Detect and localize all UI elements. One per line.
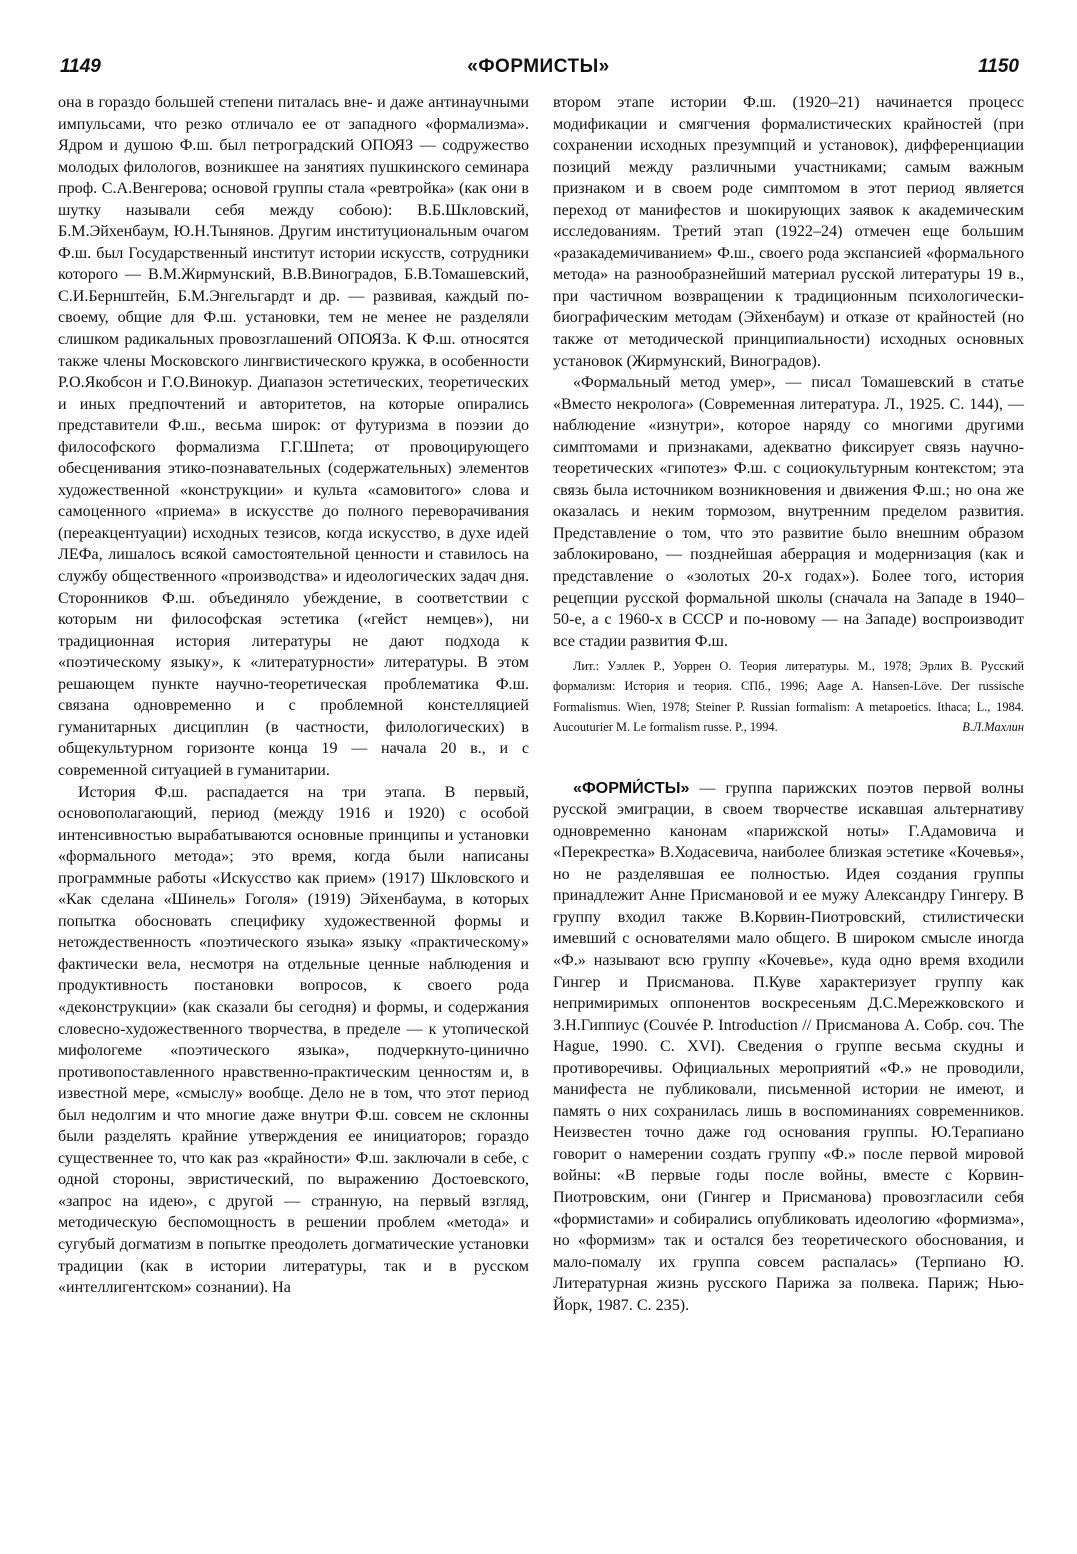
paragraph: втором этапе истории Ф.ш. (1920–21) начинается процесс модификации и смягчения формалистических крайностей (при сохранении исходных презумпций и установок), дифференциации позиций между различными участниками; самым важным признаком и в своем роде симптомом в этот период является переход от манифестов и шокирующих заявок к академическим исследованиям. Третий этап (1922–24) отмечен еще большим «разакадемичиванием» Ф.ш., своего рода экспансией «формального метода» на разнообразнейший материал русской литературы 19 в., при частичном возвращении к традиционным психологически-биографическим методам (Эйхенбаум) и отказе от крайностей (но также от методической принципиальности) исходных основных установок (Жирмунский, Виноградов).	[553, 94, 1024, 370]
page-number-left: 1149	[60, 56, 101, 77]
paragraph: История Ф.ш. распадается на три этапа. В первый, основополагающий, период (между 1916 и 1920) с особой интенсивностью вырабатываются основные принципы и установки «формального метода»; это время, когда были написаны программные работы «Искусство как прием» (1917) Шкловского и «Как сделана «Шинель» Гоголя» (1919) Эйхенбаума, в которых попытка обосновать специфику художественной формы и нетождественность «поэтического языка» языку «практическому» фактически вела, несмотря на отдельные ценные наблюдения и продуктивность постановки вопросов, к своего рода «деконструкции» (как сказали бы сегодня) и формы, и содержания словесно-художественного творчества, в пределе — к утопической мифологеме «поэтического языка», подчеркнуто-цинично противопоставленного нравственно-практическим ценностям и, в известной мере, «смыслу» вообще. Дело не в том, что этот период был недолгим и что многие даже внутри Ф.ш. совсем не склонны были разделять крайние утверждения ее инициаторов; гораздо существеннее то, что как раз «крайности» Ф.ш. заключали в себе, с одной стороны, эвристический, по выражению Достоевского, «запрос на идею», с другой — странную, на первый взгляд, методическую беспомощность в решении проблем «метода» и сугубый догматизм в попытке преодолеть догматические установки традиции (как в истории литературы, так и в русском «интеллигентском» сознании). На	[58, 783, 529, 1297]
article-formisty	[553, 778, 1024, 1317]
page-number-right: 1150	[978, 56, 1019, 77]
article-headword: «ФОРМИ́СТЫ»	[573, 778, 690, 797]
article-body: — группа парижских поэтов первой волны русской эмиграции, в своем творчестве искавшая альтернативу одновременно канонам «парижской ноты» Г.Адамовича и «Перекрестка» В.Ходасевича, наиболее близкая эстетике «Кочевья», но не разделявшая ее полностью. Идея создания группы принадлежит Анне Присмановой и ее мужу Александру Гингеру. В группу входил также В.Корвин-Пиотровский, стилистически имевший с основателями мало общего. В широком смысле иногда «Ф.» называют всю группу «Кочевье», куда одно время входили Гингер и Присманова. П.Куве характеризует группу как непримиримых оппонентов воскресеньям Д.С.Мережковского и З.Н.Гиппиус (Couvée P. Introduction // Присманова А. Собр. соч. The Hague, 1990. C. XVI). Сведения о группе весьма скудны и противоречивы. Официальных мероприятий «Ф.» не проводили, манифеста не публиковали, письменной истории не имеют, и память о них сохранилась лишь в воспоминаниях современников. Неизвестен точно даже год основания группы. Ю.Терапиано говорит о намерении создать группу «Ф.» после первой мировой войны: «В первые годы после войны, вместе с Корвин-Пиотровским, они (Гингер и Присманова) провозгласили себя «формистами» и собирались опубликовать идеологию «формизма», но «формизм» так и остался без теоретического обоснования, и мало-помалу их группа совсем распалась» (Терпиано Ю. Литературная жизнь русского Парижа за полвека. Париж; Нью-Йорк, 1987. С. 235).	[553, 779, 1024, 1314]
author-signature: В.Л.Махлин	[962, 720, 1024, 735]
paragraph: «Формальный метод умер», — писал Томашевский в статье «Вместо некролога» (Современная литература. Л., 1925. С. 144), — наблюдение «изнутри», которое наряду со многими другими симптомами и признаками, адекватно фиксирует связь научно-теоретических «гипотез» Ф.ш. с социокультурным контекстом; эта связь была источником возникновения и движения Ф.ш.; но она же оказалась и неким тормозом, внутренним пределом развития. Представление о том, что это развитие было внешним образом заблокировано, — позднейшая аберрация и модернизация (как и представление о «золотых 20-х годах»). Более того, история рецепции русской формальной школы (сначала на Западе в 1940–50-е, а с 1960-х в СССР и по-новому — на Западе) воспроизводит все стадии развития Ф.ш.	[553, 374, 1024, 650]
right-column	[553, 92, 1024, 1316]
paragraph: она в гораздо большей степени питалась вне- и даже антинаучными импульсами, что резко отличало ее от западного «формализма». Ядром и душою Ф.ш. был петроградский ОПОЯЗ — содружество молодых филологов, возникшее на занятиях пушкинского семинара проф. С.А.Венгерова; основой группы стала «ревтройка» (как они в шутку называли себя между собою): В.Б.Шкловский, Б.М.Эйхенбаум, Ю.Н.Тынянов. Другим институциональным очагом Ф.ш. был Государственный институт истории искусств, сотрудники которого — В.М.Жирмунский, В.В.Виноградов, Б.В.Томашевский, С.И.Бернштейн, Б.М.Энгельгардт и др. — развивая, каждый по-своему, общие для Ф.ш. установки, тем не менее не разделяли слишком радикальных провозглашений ОПОЯЗа. К Ф.ш. относятся также члены Московского лингвистического кружка, в особенности Р.О.Якобсон и Г.О.Винокур. Диапазон эстетических, теоретических и иных предпочтений и авторитетов, на которые опирались представители Ф.ш., весьма широк: от футуризма в поэзии до философского формализма Г.Г.Шпета; от провоцирующего обесценивания этико-познавательных (содержательных) элементов художественной «конструкции» и культа «самовитого» слова и самоценного «приема» в искусстве до полного переворачивания (переакцентуации) исходных тезисов, когда искусство, в духе идей ЛЕФа, лишалось всякой самостоятельной ценности и ставилось на службу общественного «производства» и идеологических задач дня. Сторонников Ф.ш. объединяло убеждение, в соответствии с которым ни философская эстетика («гейст немцев»), ни традиционная история литературы не дают подхода к «поэтическому языку», к «литературности» литературы. В этом решающем пункте научно-теоретическая проблематика Ф.ш. связана одновременно и с проблемной констелляцией гуманитарных дисциплин (в частности, филологических) в общекультурном горизонте конца 19 — начала 20 в., и с современной ситуацией в гуманитарии.	[58, 94, 529, 779]
bibliography: Лит.: Уэллек Р., Уоррен О. Теория литературы. М., 1978; Эрлих В. Русский формализм: История и теория. СПб., 1996; Aage A. Hansen-Löve. Der russische Formalismus. Wien, 1978; Steiner P. Russian formalism: A metapoetics. Ithaca; L., 1984. Aucouturier M. Le formalism russe. P., 1994.	[553, 659, 1024, 734]
running-title: «ФОРМИСТЫ»	[467, 56, 610, 77]
left-column	[58, 92, 529, 1299]
